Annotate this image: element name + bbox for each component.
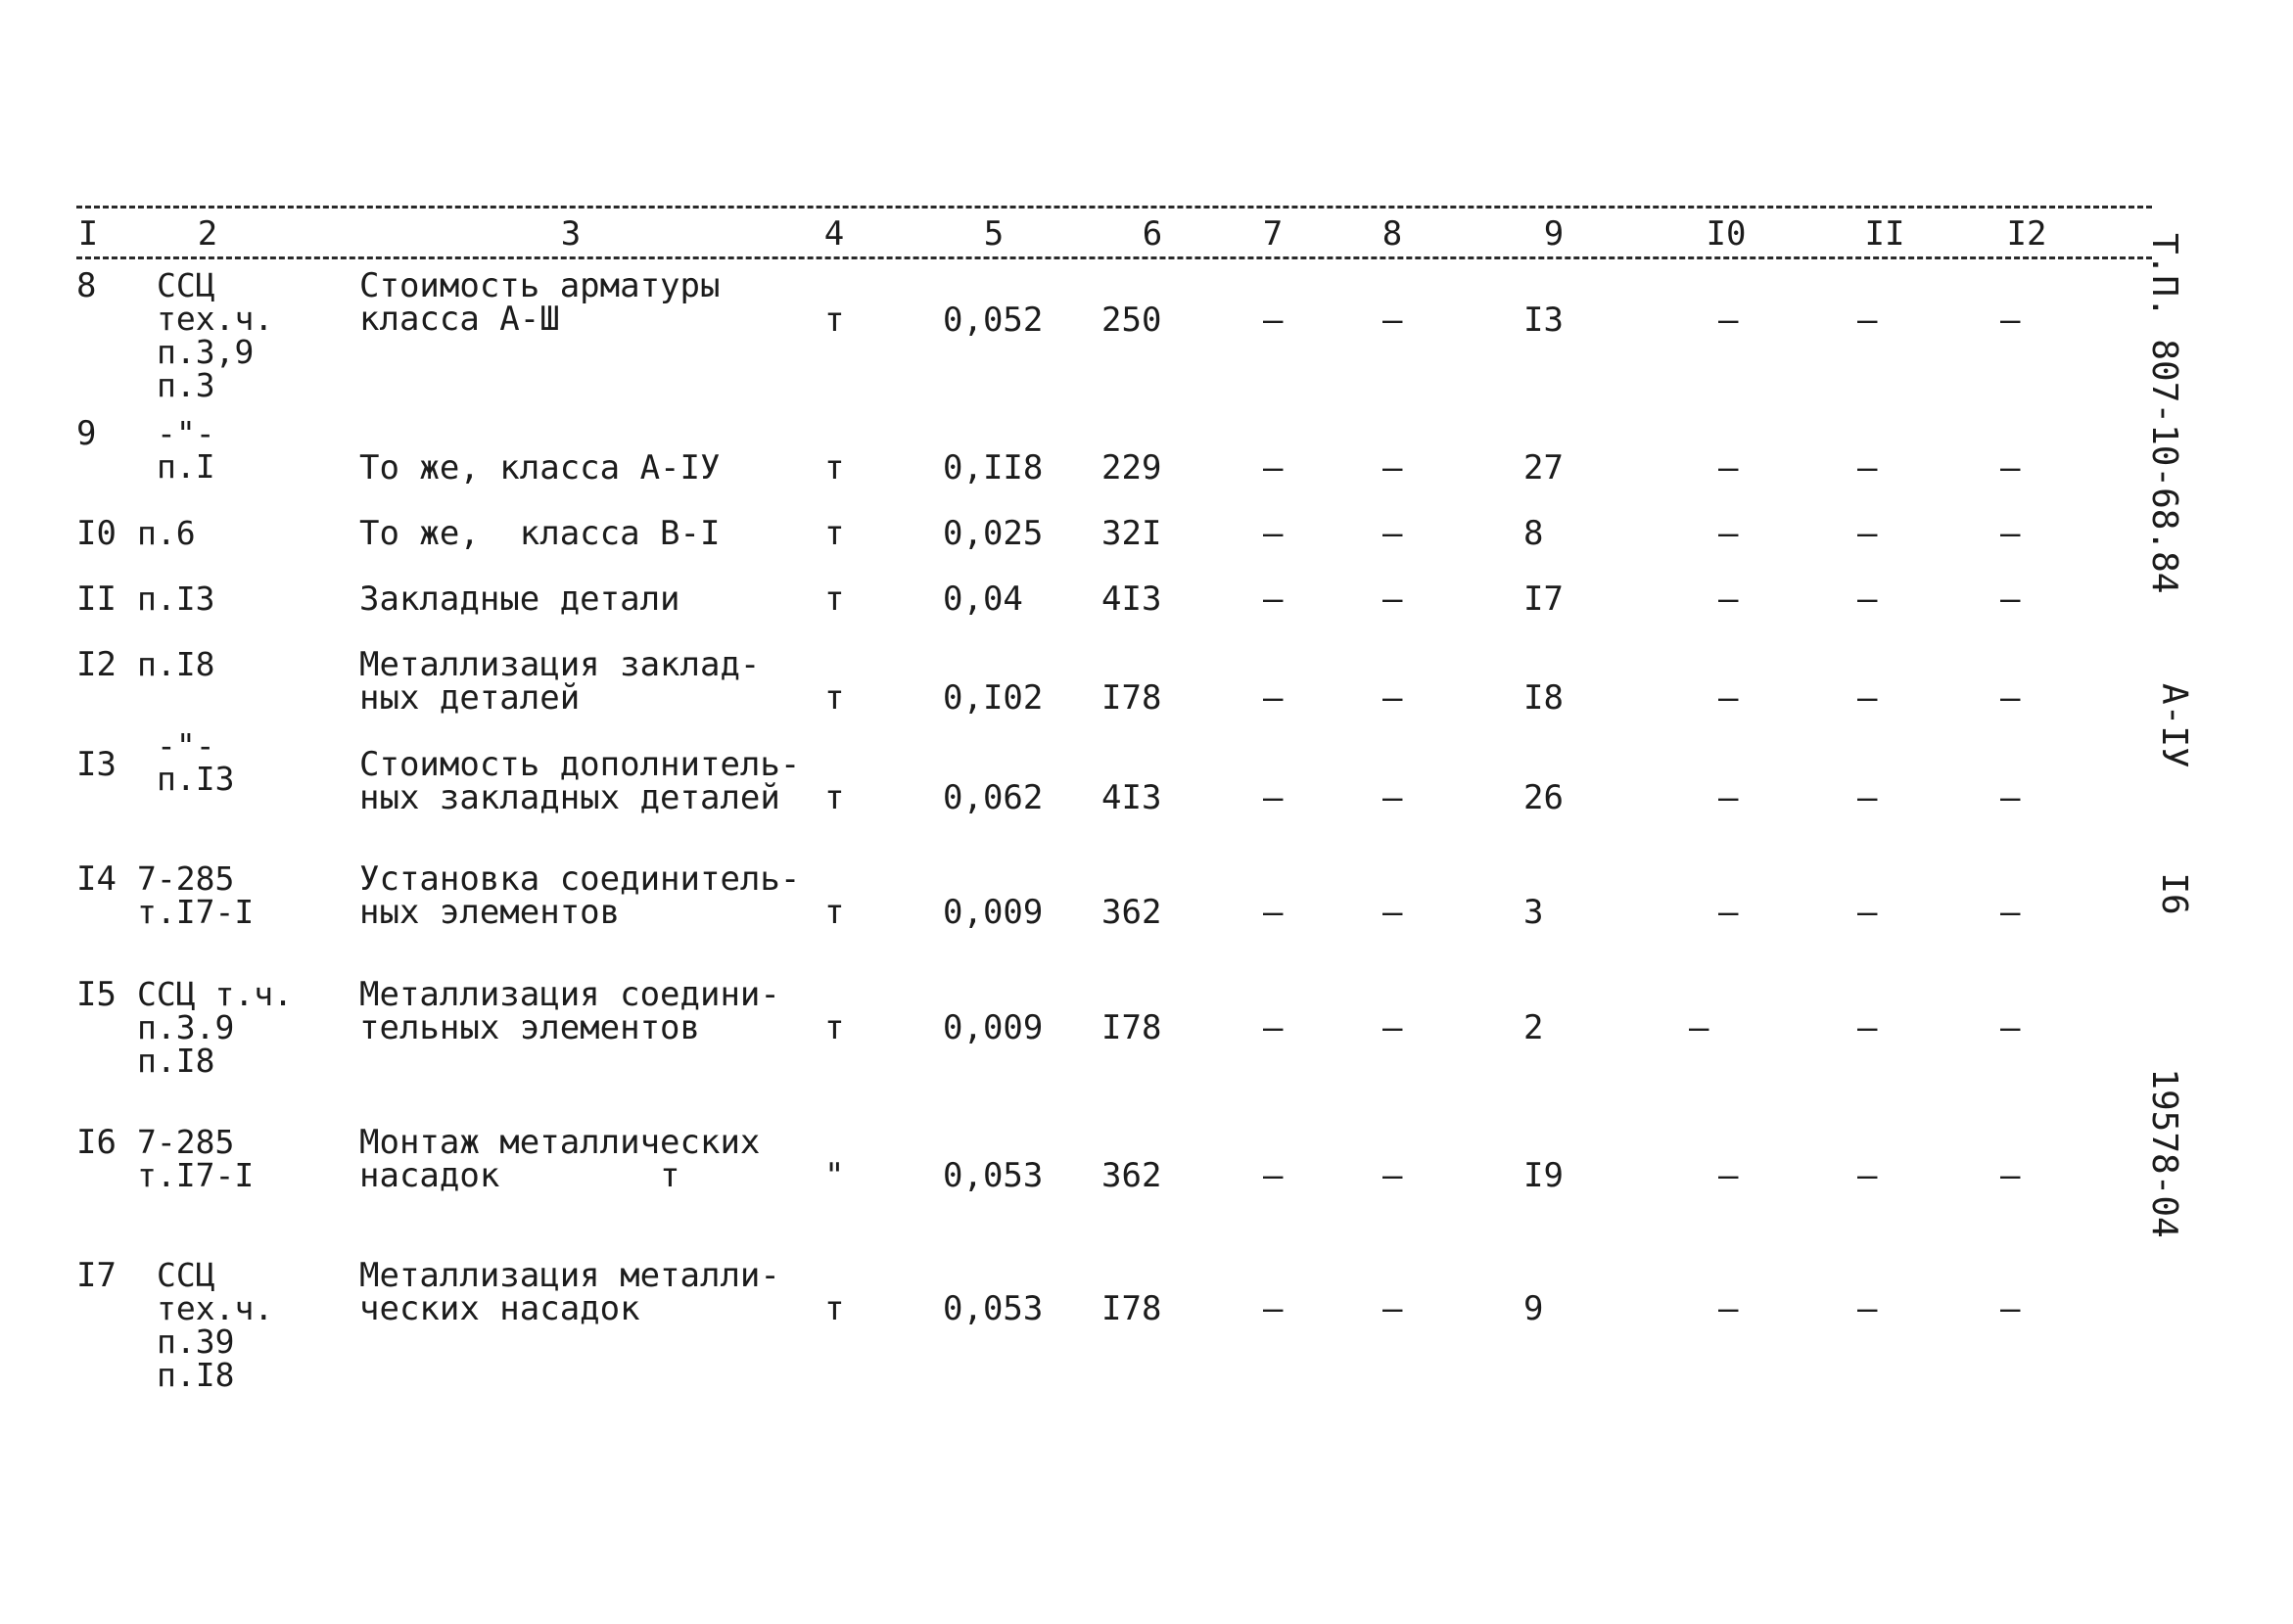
row-col10: – [1718,778,1739,817]
row-number: 9 [76,414,97,453]
row-col12: – [2000,893,2021,932]
row-col8: – [1382,778,1403,817]
row-col12: – [2000,1289,2021,1328]
row-name: То же, класса В-I [359,514,721,553]
header-bottom-dashed-rule [76,256,2152,259]
row-quantity: 0,I02 [943,678,1044,718]
row-basis: -"- п.I3 [157,726,235,798]
row-name: Металлизация соедини- тельных элементов [359,975,780,1047]
row-total: 3 [1523,893,1544,932]
row-basis: ССЦ тех.ч. п.39 п.I8 [157,1256,274,1394]
column-header-5: 5 [983,214,1005,254]
row-price: 4I3 [1101,778,1162,817]
row-col12: – [2000,580,2021,619]
row-price: 250 [1101,301,1162,340]
side-page-number: I6 [2154,872,2194,915]
row-col10: – [1689,1008,1709,1047]
row-quantity: 0,009 [943,893,1044,932]
row-number: I2 [76,645,117,684]
row-basis: ССЦ т.ч. п.3.9 п.I8 [137,975,293,1080]
row-price: I78 [1101,1289,1162,1328]
side-album-type: А-IУ [2154,683,2194,768]
row-col8: – [1382,514,1403,553]
row-quantity: 0,025 [943,514,1044,553]
row-col8: – [1382,301,1403,340]
row-col11: – [1857,514,1878,553]
side-inventory-number: 19578-04 [2144,1068,2184,1238]
row-basis: п.I8 [137,645,215,683]
row-col12: – [2000,301,2021,340]
row-number: I5 [76,975,117,1014]
row-col10: – [1718,301,1739,340]
row-col8: – [1382,580,1403,619]
row-name: Стоимость дополнитель- ных закладных деталей [359,745,801,817]
row-col8: – [1382,1008,1403,1047]
row-col11: – [1857,448,1878,487]
row-number: I7 [76,1256,117,1295]
row-col10: – [1718,678,1739,718]
row-col11: – [1857,778,1878,817]
row-name: Закладные детали [359,580,680,619]
row-name: Металлизация металли- ческих насадок [359,1256,780,1328]
row-number: I4 [76,859,117,899]
column-header-2: 2 [197,214,218,254]
row-basis: п.I3 [137,580,215,618]
row-total: I8 [1523,678,1564,718]
row-col8: – [1382,1156,1403,1195]
row-col12: – [2000,448,2021,487]
row-col11: – [1857,1156,1878,1195]
row-unit: т [824,301,845,340]
row-total: 27 [1523,448,1564,487]
row-quantity: 0,053 [943,1289,1044,1328]
row-col12: – [2000,1156,2021,1195]
column-header-11: II [1864,214,1905,254]
row-unit: т [824,514,845,553]
row-unit: т [824,1289,845,1328]
row-col11: – [1857,580,1878,619]
row-number: 8 [76,266,97,305]
row-col10: – [1718,448,1739,487]
row-col10: – [1718,514,1739,553]
row-price: I78 [1101,678,1162,718]
row-col11: – [1857,1008,1878,1047]
row-col12: – [2000,778,2021,817]
column-header-1: I [77,214,99,254]
row-col11: – [1857,1289,1878,1328]
header-top-dashed-rule [76,206,2152,209]
row-price: 229 [1101,448,1162,487]
row-col12: – [2000,514,2021,553]
row-price: 4I3 [1101,580,1162,619]
column-header-3: 3 [560,214,582,254]
row-quantity: 0,052 [943,301,1044,340]
column-header-12: I2 [2006,214,2047,254]
column-header-8: 8 [1381,214,1403,254]
row-name: То же, класса А-IУ [359,448,721,487]
row-total: 2 [1523,1008,1544,1047]
row-basis: 7-285 т.I7-I [137,1123,255,1194]
row-col8: – [1382,448,1403,487]
row-basis: п.6 [137,514,196,552]
row-unit: т [824,1008,845,1047]
row-col7: – [1263,678,1284,718]
row-col7: – [1263,1156,1284,1195]
row-col10: – [1718,1289,1739,1328]
column-header-10: I0 [1706,214,1747,254]
row-col8: – [1382,678,1403,718]
row-name: Металлизация заклад- ных деталей [359,645,761,718]
column-header-7: 7 [1262,214,1284,254]
column-header-9: 9 [1543,214,1565,254]
row-col8: – [1382,893,1403,932]
row-total: I9 [1523,1156,1564,1195]
row-quantity: 0,04 [943,580,1023,619]
row-col12: – [2000,678,2021,718]
row-col7: – [1263,893,1284,932]
row-name: Монтаж металлических насадок т [359,1123,761,1195]
row-price: 32I [1101,514,1162,553]
row-col10: – [1718,580,1739,619]
row-col11: – [1857,893,1878,932]
row-unit: " [824,1156,845,1195]
row-col11: – [1857,678,1878,718]
row-unit: т [824,778,845,817]
row-name: Установка соединитель- ных элементов [359,859,801,932]
row-total: 26 [1523,778,1564,817]
row-col11: – [1857,301,1878,340]
row-number: I0 [76,514,117,553]
row-col7: – [1263,1289,1284,1328]
row-col7: – [1263,778,1284,817]
row-col7: – [1263,301,1284,340]
row-unit: т [824,893,845,932]
row-total: 9 [1523,1289,1544,1328]
column-header-6: 6 [1142,214,1163,254]
row-col10: – [1718,1156,1739,1195]
row-col7: – [1263,580,1284,619]
row-total: 8 [1523,514,1544,553]
row-price: 362 [1101,893,1162,932]
row-quantity: 0,053 [943,1156,1044,1195]
row-name: Стоимость арматуры класса А-Ш [359,266,721,339]
row-price: I78 [1101,1008,1162,1047]
row-total: I7 [1523,580,1564,619]
row-total: I3 [1523,301,1564,340]
row-unit: т [824,580,845,619]
row-basis: ССЦ тех.ч. п.3,9 п.3 [157,266,274,404]
row-col7: – [1263,514,1284,553]
column-header-4: 4 [823,214,845,254]
row-unit: т [824,448,845,487]
row-col8: – [1382,1289,1403,1328]
row-unit: т [824,678,845,718]
row-quantity: 0,II8 [943,448,1044,487]
row-number: II [76,580,117,619]
row-basis: -"- п.I [157,414,215,486]
row-col7: – [1263,1008,1284,1047]
row-price: 362 [1101,1156,1162,1195]
row-number: I3 [76,745,117,784]
row-quantity: 0,062 [943,778,1044,817]
row-basis: 7-285 т.I7-I [137,859,255,931]
side-document-code: Т.П. 807-10-68.84 [2144,233,2184,594]
row-col10: – [1718,893,1739,932]
row-col12: – [2000,1008,2021,1047]
row-col7: – [1263,448,1284,487]
row-number: I6 [76,1123,117,1162]
row-quantity: 0,009 [943,1008,1044,1047]
